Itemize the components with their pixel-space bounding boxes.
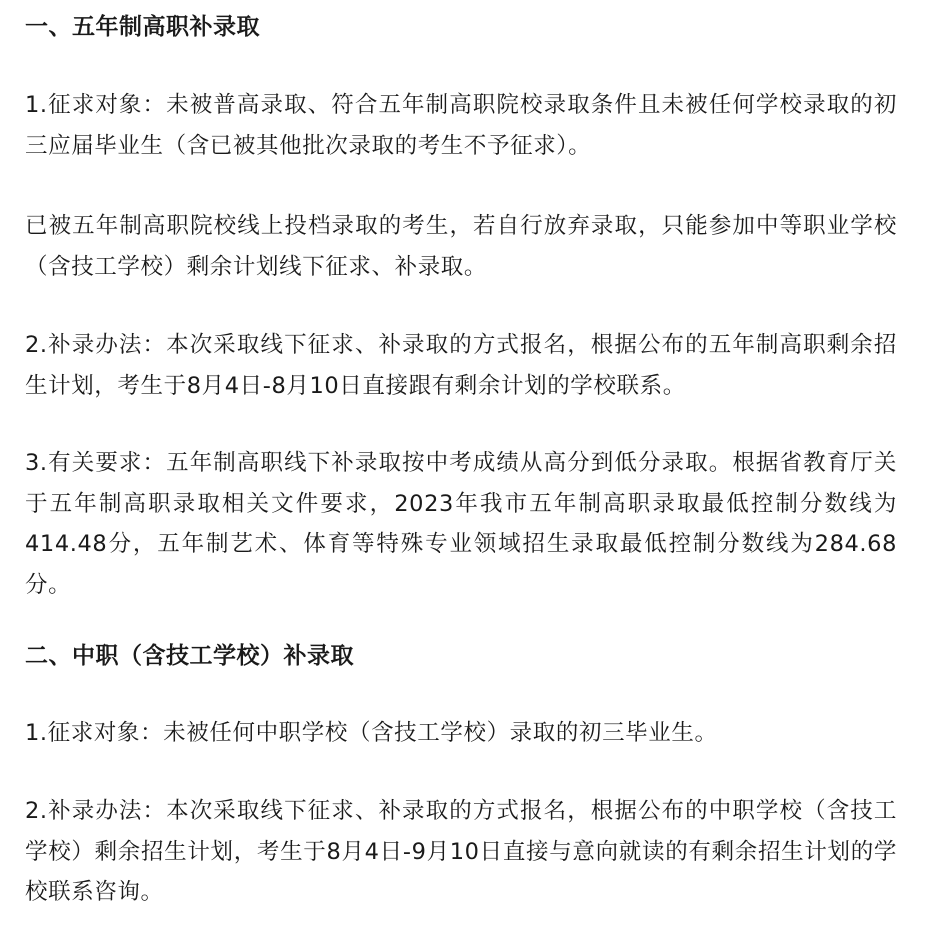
section-heading-secondary-vocational: 二、中职（含技工学校）补录取 [25, 643, 354, 669]
paragraph-recruit-target: 1.征求对象：未被普高录取、符合五年制高职院校录取条件且未被任何学校录取的初三应届毕业生（含已被其他批次录取的考生不予征求）。 [25, 92, 897, 159]
paragraph-supplement-method: 2.补录办法：本次采取线下征求、补录取的方式报名，根据公布的五年制高职剩余招生计划，考生于8月4日-8月10日直接跟有剩余计划的学校联系。 [25, 332, 897, 399]
paragraph-abandon-admission: 已被五年制高职院校线上投档录取的考生，若自行放弃录取，只能参加中等职业学校（含技工学校）剩余计划线下征求、补录取。 [25, 213, 897, 280]
paragraph-secondary-recruit-target: 1.征求对象：未被任何中职学校（含技工学校）录取的初三毕业生。 [25, 720, 718, 746]
section-heading-vocational-five-year: 一、五年制高职补录取 [25, 14, 260, 40]
paragraph-requirements: 3.有关要求：五年制高职线下补录取按中考成绩从高分到低分录取。根据省教育厅关于五年制高职录取相关文件要求，2023年我市五年制高职录取最低控制分数线为414.48分，五年制艺术、体育等特殊专业领域招生录取最低控制分数线为284.68分。 [25, 450, 897, 598]
paragraph-secondary-supplement-method: 2.补录办法：本次采取线下征求、补录取的方式报名，根据公布的中职学校（含技工学校）剩余招生计划，考生于8月4日-9月10日直接与意向就读的有剩余招生计划的学校联系咨询。 [25, 798, 897, 905]
